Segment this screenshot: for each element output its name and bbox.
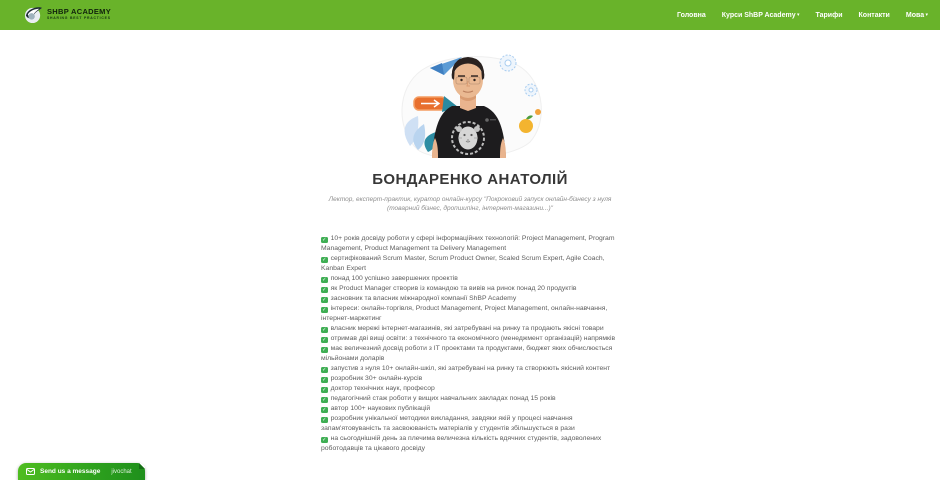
logo-swirl-icon (24, 5, 43, 24)
highlight-text: автор 100+ наукових публікацій (330, 405, 431, 412)
nav-item[interactable]: Контакти (858, 11, 890, 19)
highlight-text: розробник унікальної методики викладання, завдяки якій у процесі навчання запам'ятовуваність та засвоюваність матеріалів у студентів збільшується в рази (321, 415, 575, 432)
highlight-text: інтереси: онлайн-торгівля, Product Management, Project Management, онлайн-навчання, інтернет-маркетинг (321, 305, 608, 322)
highlight-text: сертифікований Scrum Master, Scrum Product Owner, Scaled Scrum Expert, Agile Coach, Kanban Expert (321, 255, 605, 272)
highlight-text: 10+ років досвіду роботи у сфері інформаційних технологій: Project Management, Program Management, Product Management та Delivery Management (321, 235, 615, 252)
highlight-text: запустив з нуля 10+ онлайн-шкіл, які затребувані на ринку та створюють якісний контент (330, 365, 611, 372)
main-nav (677, 0, 928, 30)
site-logo[interactable] (24, 5, 111, 24)
highlight-text: доктор технічних наук, професор (330, 385, 435, 392)
lecturer-photo (388, 50, 552, 158)
list-item (321, 324, 619, 334)
checkmark-icon: ✓ (322, 376, 327, 383)
page-title: БОНДАРЕНКО АНАТОЛІЙ (372, 171, 568, 188)
highlight-text: власник мережі інтернет-магазинів, які затребувані на ринку та продають якісні товари (330, 325, 604, 332)
list-item (321, 414, 619, 434)
highlights-list (321, 234, 619, 454)
nav-item[interactable]: Головна (676, 11, 706, 19)
checkmark-icon: ✓ (322, 366, 327, 373)
highlight-text: на сьогоднішній день за плечима величезна кількість вдячних студентів, задоволених роботодавців та цікавого досвіду (321, 435, 602, 452)
list-item (321, 234, 619, 254)
list-item (321, 364, 619, 374)
checkmark-icon: ✓ (322, 276, 327, 283)
list-item (321, 294, 619, 304)
list-item (321, 434, 619, 454)
list-item (321, 304, 619, 324)
lecturer-subtitle: Лектор, експерт-практик, куратор онлайн-курсу "Покроковий запуск онлайн-бізнесу з нуля (товарний бізнес, дропшипінг, інтернет-магазини...)" (328, 196, 612, 212)
checkmark-icon: ✓ (322, 396, 327, 403)
highlight-text: педагогічний стаж роботи у вищих навчальних закладах понад 15 років (330, 395, 556, 402)
highlight-text: отримав дві вищі освіти: з технічного та економічного (менеджмент організацій) напрямків (330, 335, 616, 342)
highlight-text: засновник та власник міжнародної компанії ShBP Academy (330, 295, 517, 302)
nav-item[interactable]: Мова ▾ (905, 11, 928, 19)
checkmark-icon: ✓ (322, 286, 327, 293)
checkmark-icon: ✓ (322, 336, 327, 343)
top-navbar (0, 0, 940, 30)
list-item (321, 384, 619, 394)
list-item (321, 254, 619, 274)
checkmark-icon: ✓ (322, 386, 327, 393)
logo-title: SHBP ACADEMY (47, 7, 112, 16)
checkmark-icon: ✓ (322, 306, 327, 313)
checkmark-icon: ✓ (322, 416, 327, 423)
chevron-down-icon: ▾ (795, 11, 800, 18)
envelope-icon (26, 468, 35, 475)
highlight-text: як Product Manager створив із командою та вивів на ринок понад 20 продуктів (330, 285, 577, 292)
jivochat-widget[interactable] (18, 463, 145, 480)
checkmark-icon: ✓ (322, 256, 327, 263)
list-item (321, 284, 619, 294)
chat-brand-label: jivochat (111, 468, 132, 475)
logo-text (47, 8, 111, 21)
lecturer-photo-graphic (388, 50, 552, 158)
highlight-text: має величезний досвід роботи з ІТ проектами та продуктами, бюджет яких обчислюється мільйонами доларів (321, 345, 613, 362)
checkmark-icon: ✓ (322, 406, 327, 413)
nav-item[interactable]: Тарифи (815, 11, 843, 19)
list-item (321, 394, 619, 404)
checkmark-icon: ✓ (322, 236, 327, 243)
chevron-down-icon: ▾ (924, 11, 928, 18)
highlight-text: розробник 30+ онлайн-курсів (330, 375, 423, 382)
list-item (321, 404, 619, 414)
logo-tagline: SHARING BEST PRACTICES (47, 16, 111, 20)
list-item (321, 374, 619, 384)
list-item (321, 344, 619, 364)
list-item (321, 274, 619, 284)
checkmark-icon: ✓ (322, 346, 327, 353)
checkmark-icon: ✓ (322, 296, 327, 303)
highlight-text: понад 100 успішно завершених проектів (330, 275, 458, 282)
checkmark-icon: ✓ (322, 436, 327, 443)
nav-item[interactable]: Курси ShBP Academy ▾ (721, 11, 800, 19)
checkmark-icon: ✓ (322, 326, 327, 333)
list-item (321, 334, 619, 344)
chat-message-label: Send us a message (40, 468, 101, 475)
